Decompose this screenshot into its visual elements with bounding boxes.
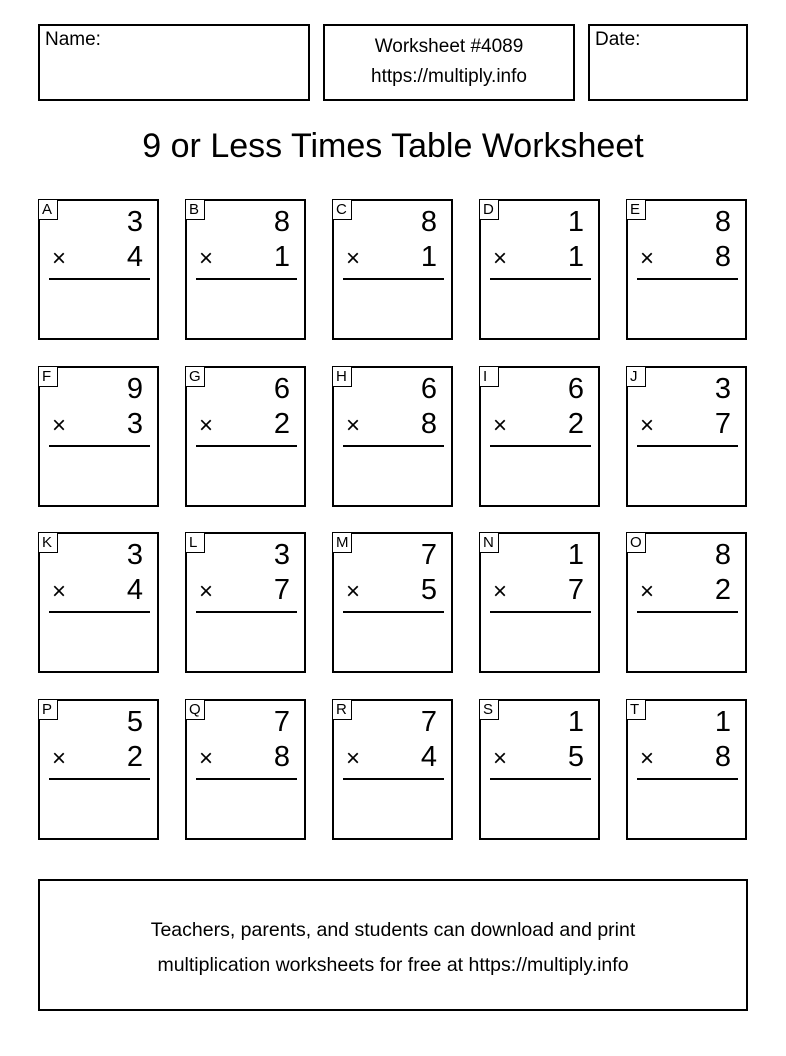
- times-sign: ×: [346, 578, 361, 605]
- times-sign: ×: [199, 578, 214, 605]
- times-sign: ×: [52, 245, 67, 272]
- answer-line: [490, 278, 591, 280]
- problem-card[interactable]: [332, 532, 453, 673]
- multiplicand: 6: [567, 373, 584, 405]
- problem-letter: E: [626, 199, 646, 220]
- answer-line: [637, 445, 738, 447]
- problem-letter: H: [332, 366, 352, 387]
- problem-letter: N: [479, 532, 499, 553]
- times-sign: ×: [640, 578, 655, 605]
- problem-letter: C: [332, 199, 352, 220]
- answer-line: [196, 611, 297, 613]
- answer-line: [49, 278, 150, 280]
- worksheet-url: https://multiply.info: [371, 66, 527, 87]
- answer-line: [343, 278, 444, 280]
- multiplicand: 9: [126, 373, 143, 405]
- problem-card[interactable]: [479, 366, 600, 507]
- problem-letter: L: [185, 532, 205, 553]
- multiplier: 5: [567, 741, 584, 773]
- problem-letter: B: [185, 199, 205, 220]
- multiplicand: 1: [714, 706, 731, 738]
- answer-line: [490, 778, 591, 780]
- multiplier: 7: [567, 574, 584, 606]
- multiplicand: 6: [420, 373, 437, 405]
- multiplier: 8: [714, 241, 731, 273]
- multiplier: 1: [273, 241, 290, 273]
- answer-line: [343, 778, 444, 780]
- answer-line: [343, 445, 444, 447]
- problem-card[interactable]: [479, 199, 600, 340]
- answer-line: [343, 611, 444, 613]
- problem-card[interactable]: [626, 699, 747, 840]
- answer-line: [490, 611, 591, 613]
- problem-letter: T: [626, 699, 646, 720]
- multiplier: 1: [567, 241, 584, 273]
- problem-card[interactable]: [332, 366, 453, 507]
- footer-line-2: multiplication worksheets for free at https://multiply.info: [157, 954, 629, 976]
- times-sign: ×: [640, 412, 655, 439]
- problem-card[interactable]: [479, 699, 600, 840]
- multiplicand: 8: [420, 206, 437, 238]
- multiplicand: 8: [714, 206, 731, 238]
- page-title: 9 or Less Times Table Worksheet: [142, 127, 644, 165]
- multiplicand: 8: [714, 539, 731, 571]
- multiplicand: 3: [126, 206, 143, 238]
- name-label: Name:: [45, 29, 101, 50]
- multiplier: 1: [420, 241, 437, 273]
- problem-letter: K: [38, 532, 58, 553]
- answer-line: [49, 778, 150, 780]
- multiplier: 4: [126, 574, 143, 606]
- times-sign: ×: [199, 745, 214, 772]
- multiplicand: 6: [273, 373, 290, 405]
- problem-card[interactable]: [185, 699, 306, 840]
- problem-card[interactable]: [38, 366, 159, 507]
- multiplier: 2: [567, 408, 584, 440]
- problem-card[interactable]: [626, 199, 747, 340]
- multiplier: 3: [126, 408, 143, 440]
- times-sign: ×: [346, 412, 361, 439]
- times-sign: ×: [346, 745, 361, 772]
- footer-box: [38, 879, 748, 1011]
- multiplier: 7: [273, 574, 290, 606]
- times-sign: ×: [493, 745, 508, 772]
- answer-line: [196, 278, 297, 280]
- answer-line: [637, 278, 738, 280]
- multiplier: 2: [273, 408, 290, 440]
- multiplicand: 1: [567, 539, 584, 571]
- date-field[interactable]: [588, 24, 748, 101]
- answer-line: [49, 445, 150, 447]
- multiplier: 4: [420, 741, 437, 773]
- multiplier: 4: [126, 241, 143, 273]
- problem-letter: D: [479, 199, 499, 220]
- times-sign: ×: [199, 245, 214, 272]
- name-field[interactable]: [38, 24, 310, 101]
- problem-card[interactable]: [38, 699, 159, 840]
- problem-letter: A: [38, 199, 58, 220]
- times-sign: ×: [346, 245, 361, 272]
- problem-card[interactable]: [38, 532, 159, 673]
- multiplicand: 3: [273, 539, 290, 571]
- answer-line: [49, 611, 150, 613]
- answer-line: [196, 778, 297, 780]
- times-sign: ×: [493, 245, 508, 272]
- problem-letter: J: [626, 366, 646, 387]
- answer-line: [490, 445, 591, 447]
- multiplicand: 1: [567, 206, 584, 238]
- problem-card[interactable]: [185, 199, 306, 340]
- problem-card[interactable]: [38, 199, 159, 340]
- problem-letter: G: [185, 366, 205, 387]
- problem-letter: P: [38, 699, 58, 720]
- multiplicand: 5: [126, 706, 143, 738]
- times-sign: ×: [199, 412, 214, 439]
- answer-line: [196, 445, 297, 447]
- answer-line: [637, 778, 738, 780]
- times-sign: ×: [640, 245, 655, 272]
- worksheet-number: Worksheet #4089: [374, 36, 524, 57]
- multiplicand: 8: [273, 206, 290, 238]
- problem-card[interactable]: [332, 699, 453, 840]
- multiplier: 2: [714, 574, 731, 606]
- problem-card[interactable]: [479, 532, 600, 673]
- problem-letter: M: [332, 532, 352, 553]
- worksheet-info-box: [323, 24, 575, 101]
- problem-card[interactable]: [185, 532, 306, 673]
- times-sign: ×: [493, 412, 508, 439]
- problem-card[interactable]: [185, 366, 306, 507]
- problem-letter: O: [626, 532, 646, 553]
- times-sign: ×: [52, 578, 67, 605]
- multiplier: 8: [273, 741, 290, 773]
- problem-card[interactable]: [626, 532, 747, 673]
- footer-line-1: Teachers, parents, and students can download and print: [150, 919, 636, 941]
- problem-letter: Q: [185, 699, 205, 720]
- times-sign: ×: [640, 745, 655, 772]
- problem-letter: F: [38, 366, 58, 387]
- problem-card[interactable]: [626, 366, 747, 507]
- times-sign: ×: [52, 412, 67, 439]
- multiplicand: 3: [714, 373, 731, 405]
- problem-card[interactable]: [332, 199, 453, 340]
- multiplicand: 1: [567, 706, 584, 738]
- multiplier: 2: [126, 741, 143, 773]
- multiplier: 5: [420, 574, 437, 606]
- footer-text: [40, 913, 746, 983]
- problem-letter: S: [479, 699, 499, 720]
- problem-letter: R: [332, 699, 352, 720]
- multiplier: 8: [420, 408, 437, 440]
- multiplier: 7: [714, 408, 731, 440]
- multiplicand: 7: [273, 706, 290, 738]
- times-sign: ×: [493, 578, 508, 605]
- times-sign: ×: [52, 745, 67, 772]
- answer-line: [637, 611, 738, 613]
- multiplicand: 7: [420, 706, 437, 738]
- date-label: Date:: [595, 29, 641, 50]
- multiplicand: 7: [420, 539, 437, 571]
- multiplier: 8: [714, 741, 731, 773]
- multiplicand: 3: [126, 539, 143, 571]
- problem-letter: I: [479, 366, 499, 387]
